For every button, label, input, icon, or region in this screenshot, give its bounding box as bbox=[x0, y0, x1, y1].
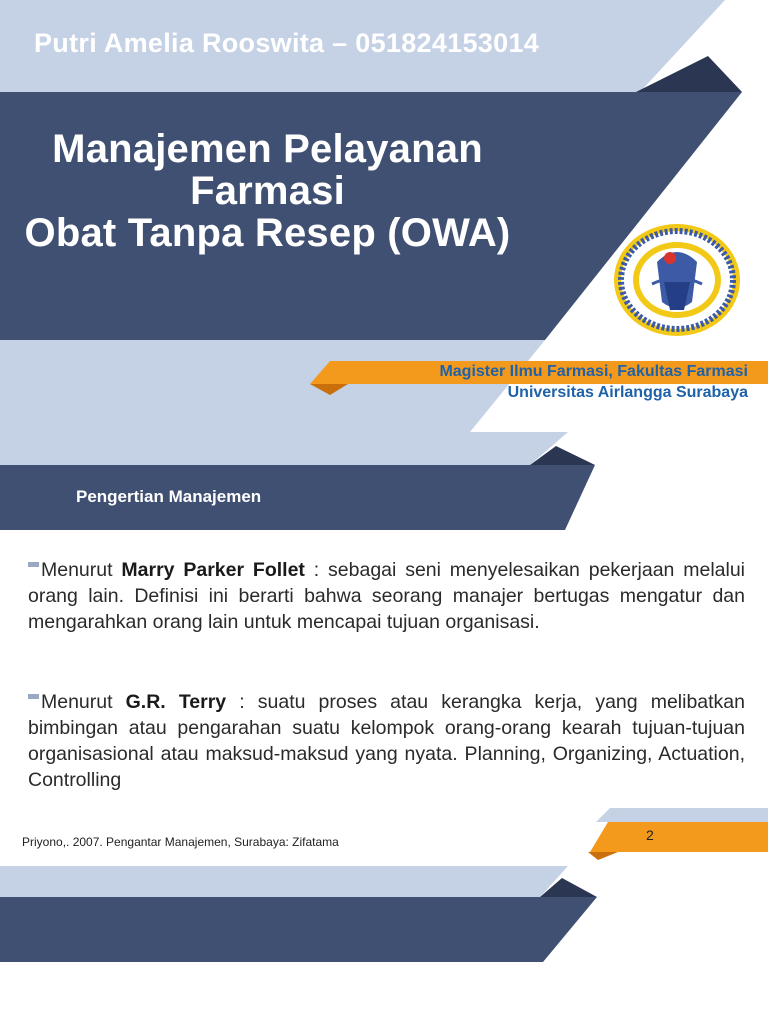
title-line-2: Farmasi bbox=[190, 169, 345, 213]
definition-text: : sebagai seni menyelesaikan pekerjaan melalui orang lain. Definisi ini berarti bahwa seorang manajer bertugas mengatur dan mengarahkan orang lain untuk mencapai tujuan organisasi. bbox=[28, 559, 746, 633]
author-name: Putri Amelia Rooswita – 051824153014 bbox=[34, 28, 540, 58]
section-title: Pengertian Manajemen bbox=[76, 487, 262, 506]
definition-author: Marry Parker Follet bbox=[121, 559, 305, 581]
definition-prefix: Menurut bbox=[41, 559, 122, 581]
definition-paragraph-1 bbox=[28, 557, 745, 635]
definition-paragraph-2 bbox=[28, 689, 745, 793]
bullet-icon bbox=[28, 694, 39, 699]
affiliation bbox=[439, 361, 748, 403]
title-line-1: Manajemen Pelayanan bbox=[52, 127, 483, 171]
university-seal-icon bbox=[612, 222, 742, 338]
definition-text: : suatu proses atau kerangka kerja, yang melibatkan bimbingan atau pengarahan suatu kelompok orang-orang kearah tujuan-tujuan organisasional atau maksud-maksud yang nyata. Planning, Organizing, Actuation, Controlling bbox=[28, 691, 745, 791]
definition-author: G.R. Terry bbox=[125, 691, 227, 713]
definition-prefix: Menurut bbox=[41, 691, 126, 713]
reference-citation: Priyono,. 2007. Pengantar Manajemen, Surabaya: Zifatama bbox=[22, 835, 339, 849]
bullet-icon bbox=[28, 562, 39, 567]
page-number: 2 bbox=[646, 827, 654, 843]
affiliation-line-1: Magister Ilmu Farmasi, Fakultas Farmasi bbox=[439, 363, 748, 380]
slide-title bbox=[0, 128, 535, 254]
title-line-3: Obat Tanpa Resep (OWA) bbox=[24, 211, 511, 255]
affiliation-line-2: Universitas Airlangga Surabaya bbox=[507, 384, 748, 401]
